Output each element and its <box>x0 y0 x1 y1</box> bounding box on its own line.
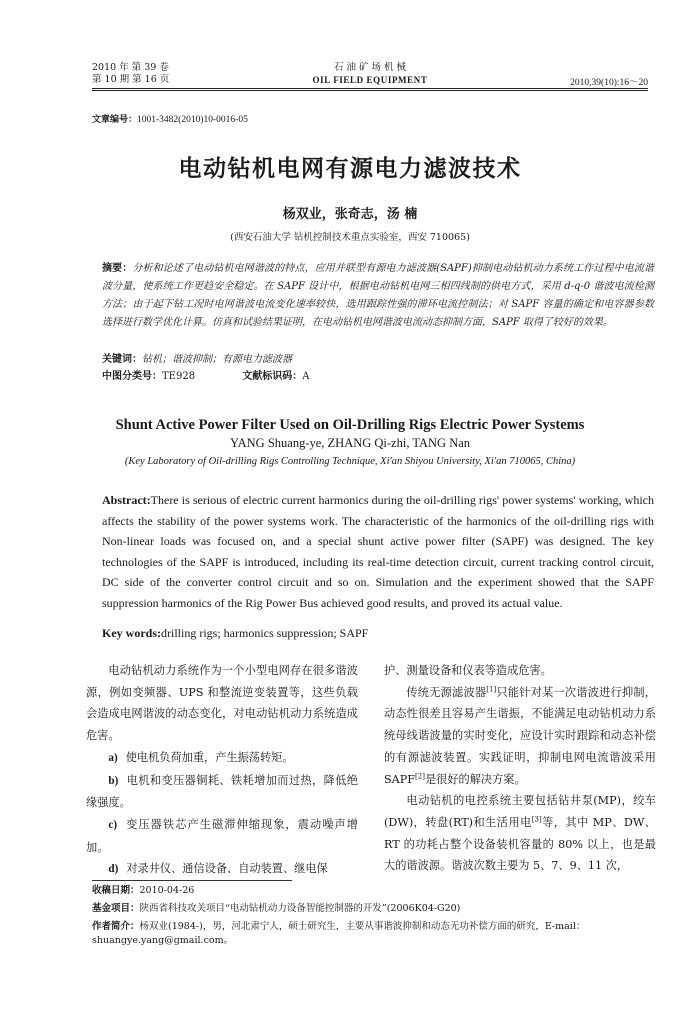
footnote-label: 基金项目： <box>92 903 140 914</box>
abstract-cn-text: 分析和论述了电动钻机电网谐波的特点，应用并联型有源电力滤波器(SAPF)抑制电动钻机动力系统工作过程中电流谐波分量，使系统工作更趋安全稳定。在 SAPF 设计中，根据电动钻机电网三相四线制的供电方式，采用 d-q-0 谐波电流检测方法；由于起下钻工况时电网谐波电流变化速率较快，选用跟踪性强的滞环电流控制法；对 SAPF 容量的确定和电容器参数选择进行数学优化计算。仿真和试验结果证明，在电动钻机电网谐波电流动态抑制方面，SAPF 取得了较好的效果。 <box>102 263 655 328</box>
abstract-cn <box>102 260 654 332</box>
author-list: 杨双业，张奇志，汤 楠 <box>282 207 418 222</box>
footnote-fund <box>92 902 654 916</box>
english-authors: YANG Shuang-ye, ZHANG Qi-zhi, TANG Nan <box>229 436 471 450</box>
footnote-received <box>92 884 654 898</box>
clc-label: 中图分类号： <box>102 371 162 382</box>
keywords-cn-label: 关键词： <box>102 354 142 365</box>
english-title: Shunt Active Power Filter Used on Oil-Drilling Rigs Electric Power Systems <box>115 417 585 433</box>
citation-info: 2010,39(10):16～20 <box>570 78 648 88</box>
affiliation: (西安石油大学 钻机控制技术重点实验室，西安 710065) <box>230 232 470 243</box>
body-paragraph <box>384 790 656 877</box>
list-item <box>86 770 358 814</box>
footnote-label: 收稿日期： <box>92 885 140 896</box>
citation-ref: [1] <box>486 684 497 693</box>
citation-ref: [2] <box>415 771 425 780</box>
list-item <box>86 814 358 858</box>
doc-code-label: 文献标识码： <box>242 371 303 382</box>
paragraph-text: 传统无源滤波器 <box>406 685 487 699</box>
list-item <box>86 747 358 770</box>
body-paragraph <box>384 682 656 791</box>
list-item-text: 使电机负荷加重，产生振荡转矩。 <box>125 750 294 764</box>
list-item-marker: b) <box>108 774 119 787</box>
list-item-marker: c) <box>108 818 118 831</box>
abstract-en-text: There is serious of electric current harmonics during the oil-drilling rigs' power systems' working, which affects the stability of the power systems work. The characteristic of the harmonics of the oil-drilling rigs with Non-linear loads was focused on, and a special shunt active power filter (SAPF) was designed. The key technologies of the SAPF is introduced, including its real-time detection circuit, current tracking control circuit, DC side of the converter control circuit and so on. Simulation and the experiment showed that the SAPF suppression harmonics of the Rig Power Bus achieved good results, and proved its actual value. <box>102 493 654 610</box>
article-number-label: 文章编号： <box>92 115 138 125</box>
keywords-en-text: drilling rigs; harmonics suppression; SAPF <box>161 626 369 640</box>
body-column-right <box>384 660 656 877</box>
classification-line <box>102 369 654 385</box>
body-paragraph-continued: 护、测量设备和仪表等造成危害。 <box>384 664 552 677</box>
journal-name-cn: 石 油 矿 场 机 械 <box>333 62 407 73</box>
keywords-en <box>102 624 654 642</box>
footnote-text: 杨双业(1984-)，男，河北肃宁人，硕士研究生，主要从事谐波抑制和动态无功补偿方面的研究，E-mail：shuangye.yang@gmail.com。 <box>92 921 586 946</box>
footnote-text: 陕西省科技攻关项目“电动钻机动力设备智能控制器的开发”(2006K04-G20) <box>139 903 461 914</box>
list-item-text: 变压器铁芯产生磁滞伸缩现象，震动噪声增加。 <box>86 817 358 854</box>
footnote-text: 2010-04-26 <box>139 885 195 896</box>
header-rule <box>92 88 648 89</box>
keywords-cn <box>102 352 654 368</box>
journal-name <box>92 62 648 86</box>
list-item-text: 电机和变压器铜耗、铁耗增加而过热，降低绝缘强度。 <box>86 773 358 810</box>
english-affiliation: (Key Laboratory of Oil-drilling Rigs Controlling Technique, Xi'an Shiyou University, Xi'an 710065, China) <box>124 456 576 467</box>
paragraph-text: 是很好的解决方案。 <box>424 772 526 786</box>
abstract-cn-label: 摘要： <box>102 263 133 274</box>
footnote-label: 作者简介： <box>92 921 140 932</box>
footnote-rule <box>92 880 292 881</box>
volume-line: 2010 年 第 39 卷 <box>92 62 169 73</box>
article-number <box>92 112 248 125</box>
journal-name-en: OIL FIELD EQUIPMENT <box>312 75 428 85</box>
doc-code-value: A <box>302 371 310 382</box>
body-paragraph: 电动钻机动力系统作为一个小型电网存在很多谐波源，例如变频器、UPS 和整流逆变装置等，这些负载会造成电网谐波的动态变化，对电动钻机动力系统造成危害。 <box>86 664 358 743</box>
abstract-en-label: Abstract: <box>102 493 151 507</box>
clc-value: TE928 <box>162 371 196 382</box>
article-number-value: 1001-3482(2010)10-0016-05 <box>137 115 248 125</box>
issue-line: 第 10 期 第 16 页 <box>92 74 170 85</box>
list-item-marker: d) <box>108 863 119 876</box>
footnote-author <box>92 920 654 948</box>
paragraph-text: 等，其中 MP、DW、RT 的功耗占整个设备装机容量的 80% 以上，也是最大的谐波源。谐波次数主要为 5、7、9、11 次， <box>384 815 656 873</box>
list-item <box>86 858 358 881</box>
paragraph-text: 只能针对某一次谐波进行抑制，动态性很差且容易产生谐振，不能满足电动钻机动力系统母线谐波量的实时变化，应设计实时跟踪和动态补偿的有源滤波装置。实践证明，抑制电网电流谐波采用 SAPF <box>384 685 656 786</box>
keywords-en-label: Key words: <box>102 626 161 640</box>
paragraph-text: 电动钻机的电控系统主要包括钻井泵(MP)，绞车(DW)，转盘(RT)和生活用电 <box>384 794 656 829</box>
paper-title: 电动钻机电网有源电力滤波技术 <box>178 156 522 182</box>
list-item-marker: a) <box>108 751 118 764</box>
keywords-cn-text: 钻机；谐波抑制；有源电力滤波器 <box>142 354 292 365</box>
citation-ref: [3] <box>531 815 542 824</box>
header-rule-thin <box>92 90 648 91</box>
abstract-en <box>102 490 654 613</box>
body-column-left <box>86 660 358 881</box>
list-item-text: 对录井仪、通信设备、自动装置、继电保 <box>126 862 328 876</box>
